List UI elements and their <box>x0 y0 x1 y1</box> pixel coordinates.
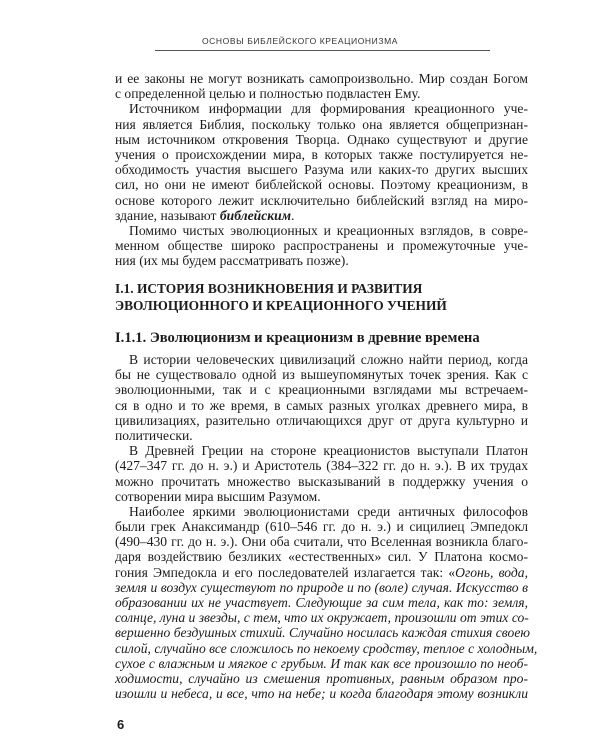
text-line <box>115 398 528 413</box>
text-line <box>115 504 528 519</box>
text-span: В Древней Греции на стороне креационистов выступали Платон <box>129 443 528 459</box>
text-line <box>115 595 528 610</box>
text-span: были грек Анаксимандр (610–546 гг. до н. э.) и сицилиец Эмпедокл <box>115 519 528 535</box>
text-line <box>115 253 528 268</box>
text-span: даря воздействию безликих «естественных» сил. У Платона космо- <box>115 549 528 565</box>
section-heading <box>115 280 447 314</box>
text-span: бы не существовало одной из вышеупомянутых точек зрения. Как с <box>115 367 528 383</box>
text-line <box>115 686 528 701</box>
subsection-heading: I.1.1. Эволюционизм и креационизм в древние времена <box>115 330 480 346</box>
text-span: политически. <box>115 427 193 443</box>
text-span: эволюционными, так и с креационными взглядами мы встречаем- <box>115 382 528 398</box>
text-line <box>115 625 528 640</box>
text-span: Наиболее яркими эволюционистами среди античных философов <box>129 503 528 519</box>
text-span: ния (их мы будем рассматривать позже). <box>115 253 349 269</box>
text-line <box>115 413 528 428</box>
text-span: обходимость участия высшего Разума или каких-то других высших <box>115 162 528 178</box>
text-span: ным источником откровения Творца. Однако существуют и другие <box>115 131 528 147</box>
emphasized-text: образовании их не участвует. Следующие за сим тела, как то: земля, <box>115 595 528 610</box>
body-text <box>115 352 538 702</box>
emphasized-text: изошли и небеса, и все, что на небе; и когда благодаря этому возникли <box>115 686 528 702</box>
text-span: ния является Библия, поскольку только она является общепризнан- <box>115 116 528 132</box>
text-span: сил, но они не имеют библейской основы. Поэтому креационизм, в <box>115 177 528 193</box>
emphasized-text: Огонь, вода, <box>455 564 528 580</box>
text-span: гония Эмпедокла и его последователей излагается так: « <box>115 564 456 580</box>
paragraph <box>115 352 528 443</box>
text-line <box>115 656 528 671</box>
paragraph <box>115 503 538 702</box>
text-span: В истории человеческих цивилизаций сложно найти период, когда <box>129 352 528 367</box>
text-line <box>115 519 528 534</box>
text-span: основе которого лежит исключительно библейский взгляд на миро- <box>115 192 528 208</box>
text-line <box>115 352 528 367</box>
text-line <box>115 474 528 489</box>
text-line <box>115 458 528 473</box>
text-line <box>115 610 528 625</box>
text-line <box>115 534 528 549</box>
text-span: Помимо чистых эволюционных и креационных взглядов, в совре- <box>129 222 528 238</box>
text-span: и ее законы не могут возникать самопроизвольно. Мир создан Богом <box>115 71 528 86</box>
paragraph <box>115 443 528 504</box>
text-line <box>115 208 528 223</box>
paragraph <box>115 71 528 101</box>
header-rule <box>155 50 490 51</box>
text-line <box>115 489 528 504</box>
section-heading-line: I.1. ИСТОРИЯ ВОЗНИКНОВЕНИЯ И РАЗВИТИЯ <box>115 281 423 296</box>
text-span: (490–430 гг. до н. э.). Они оба считали, что Вселенная возникла благо- <box>115 534 528 550</box>
text-line <box>115 86 528 101</box>
text-span: . <box>291 207 295 223</box>
text-span: учения о происхождении мира, в которых также постулируется не- <box>115 146 528 162</box>
emphasized-text: ходимости, случайно из смешения противных, равным образом про- <box>115 670 528 686</box>
text-span: (427–347 гг. до н. э.) и Аристотель (384–322 гг. до н. э.). В их трудах <box>115 458 528 474</box>
text-line <box>115 71 528 86</box>
emphasized-text: силой, случайно все сложилось по некоему сродству, теплое с холодным, <box>115 640 538 656</box>
intro-text <box>115 71 528 268</box>
text-line <box>115 671 528 686</box>
text-line <box>115 177 528 192</box>
paragraph <box>115 101 528 223</box>
text-line <box>115 162 528 177</box>
page-number: 6 <box>117 717 125 732</box>
text-line <box>115 132 528 147</box>
text-span: можно прочитать множество высказываний в поддержку учения о <box>115 473 528 489</box>
section-heading-line: ЭВОЛЮЦИОННОГО И КРЕАЦИОННОГО УЧЕНИЙ <box>115 298 447 313</box>
text-line <box>115 101 528 116</box>
emphasized-text: сухое с влажным и мягкое с грубым. И так как все произошло по необ- <box>115 655 528 671</box>
text-line <box>115 193 528 208</box>
emphasized-text: солнце, луна и звезды, с тем, что их окружает, произошли от этих со- <box>115 610 529 626</box>
text-line <box>115 147 528 162</box>
text-line <box>115 367 528 382</box>
text-span: сотворении мира высшим Разумом. <box>115 488 321 504</box>
text-span: Источником информации для формирования креационного уче- <box>129 101 528 117</box>
running-head: ОСНОВЫ БИБЛЕЙСКОГО КРЕАЦИОНИЗМА <box>201 36 399 46</box>
text-line <box>115 443 528 458</box>
text-span: менном обществе широко распространены и промежуточные уче- <box>115 238 528 254</box>
emphasized-text: библейским <box>219 207 292 223</box>
emphasized-text: земля и воздух существуют по природе и по (воле) случая. Искусство в <box>115 579 528 595</box>
text-line <box>115 549 528 564</box>
paragraph <box>115 223 528 269</box>
text-line <box>115 223 528 238</box>
text-line <box>115 117 528 132</box>
text-line <box>115 565 528 580</box>
text-line <box>115 640 538 656</box>
text-span: здание, называют <box>115 207 220 223</box>
text-line <box>115 382 528 397</box>
text-span: ся в одно и то же время, в самых разных уголках древнего мира, в <box>115 397 528 413</box>
text-line <box>115 580 528 595</box>
text-span: с определенной целью и полностью подвластен Ему. <box>115 86 421 102</box>
text-span: цивилизациях, разительно отличающихся друг от друга культурно и <box>115 412 528 428</box>
text-line <box>115 238 528 253</box>
text-line <box>115 428 528 443</box>
emphasized-text: вершенно бездушных стихий. Случайно носилась каждая стихия своею <box>115 625 530 641</box>
